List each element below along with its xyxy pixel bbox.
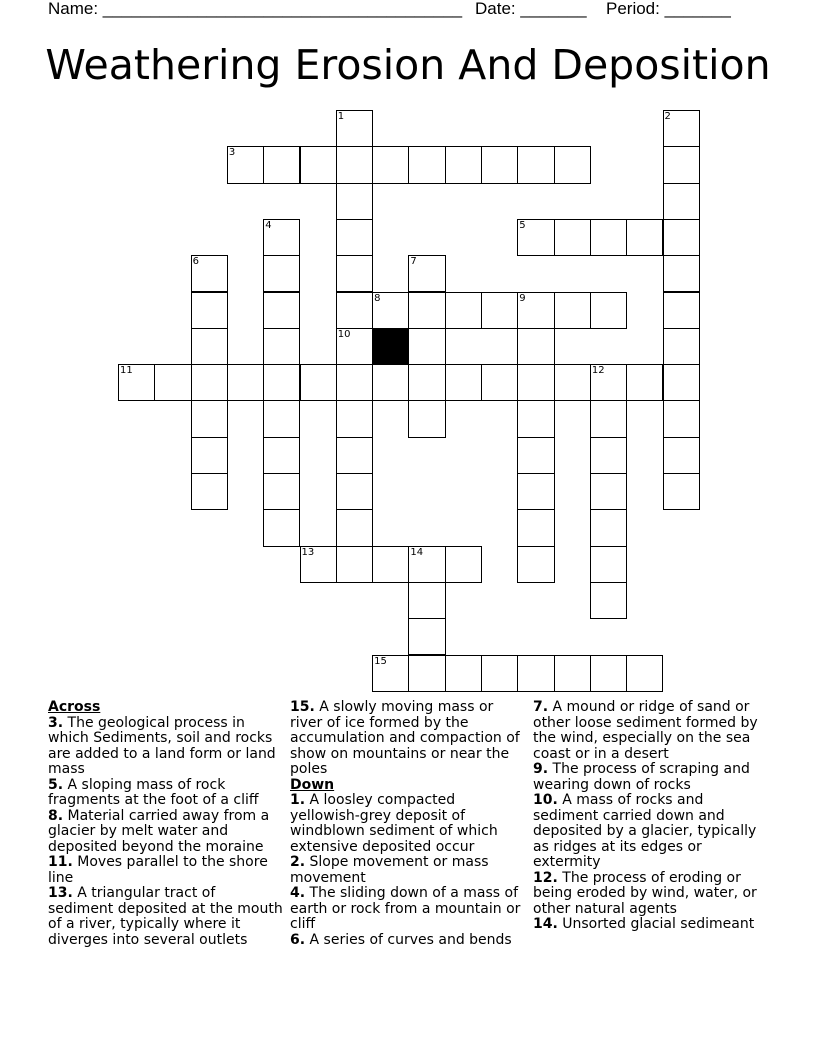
name-field-label[interactable]: Name: ______________________________________ <box>48 0 463 18</box>
grid-cell[interactable] <box>408 400 445 437</box>
clue-down-4: 4. The sliding down of a mass of earth or rock from a mountain or cliff <box>290 885 521 932</box>
grid-cell[interactable] <box>663 219 700 256</box>
grid-cell[interactable] <box>445 364 482 401</box>
grid-cell[interactable] <box>517 146 554 183</box>
date-field-label[interactable]: Date: _______ <box>475 0 587 18</box>
cell-number: 5 <box>519 219 526 231</box>
grid-cell[interactable] <box>336 292 373 329</box>
cell-number: 2 <box>664 111 671 122</box>
grid-cell[interactable] <box>372 292 409 329</box>
clue-across-11: 11. Moves parallel to the shore line <box>48 854 268 886</box>
grid-cell[interactable] <box>263 255 300 292</box>
grid-cell[interactable] <box>408 655 445 692</box>
grid-cell[interactable] <box>263 437 300 474</box>
blocked-cell <box>372 328 409 365</box>
grid-cell[interactable] <box>408 364 445 401</box>
cell-number: 15 <box>374 655 387 667</box>
grid-cell[interactable] <box>517 364 554 401</box>
clue-across-8: 8. Material carried away from a glacier by melt water and deposited beyond the moraine <box>48 807 270 855</box>
grid-cell[interactable] <box>554 146 591 183</box>
grid-cell[interactable] <box>445 292 482 329</box>
grid-cell[interactable] <box>336 255 373 292</box>
cell-number: 10 <box>337 328 351 340</box>
grid-cell[interactable] <box>590 364 627 401</box>
grid-cell[interactable] <box>481 292 518 329</box>
grid-cell[interactable] <box>517 292 554 329</box>
grid-cell[interactable] <box>300 546 337 583</box>
grid-cell[interactable] <box>517 546 554 583</box>
grid-cell[interactable] <box>554 655 591 692</box>
grid-cell[interactable] <box>408 618 445 655</box>
grid-cell[interactable] <box>263 219 300 256</box>
grid-cell[interactable] <box>626 364 663 401</box>
clue-across-3: 3. The geological process in which Sediments, soil and rocks are added to a land form or land mass <box>48 714 276 777</box>
grid-cell[interactable] <box>191 400 228 437</box>
down-heading: Down <box>290 776 335 793</box>
clue-down-6: 6. A series of curves and bends <box>290 931 512 948</box>
grid-cell[interactable] <box>336 473 373 510</box>
grid-cell[interactable] <box>408 146 445 183</box>
grid-cell[interactable] <box>263 146 300 183</box>
grid-cell[interactable] <box>590 473 627 510</box>
clue-column-3 <box>533 700 769 933</box>
grid-cell[interactable] <box>663 437 700 474</box>
grid-cell[interactable] <box>372 655 409 692</box>
grid-cell[interactable] <box>590 509 627 546</box>
grid-cell[interactable] <box>517 400 554 437</box>
grid-cell[interactable] <box>408 255 445 292</box>
grid-cell[interactable] <box>663 146 700 183</box>
clue-down-1: 1. A loosley compacted yellowish-grey deposit of windblown sediment of which extensive deposited occur <box>290 792 498 855</box>
cell-number: 14 <box>410 546 424 558</box>
grid-cell[interactable] <box>191 292 228 329</box>
clue-down-14: 14. Unsorted glacial sedimeant <box>533 916 755 932</box>
grid-cell[interactable] <box>372 146 409 183</box>
grid-cell[interactable] <box>517 328 554 365</box>
cell-number: 6 <box>192 256 199 268</box>
grid-cell[interactable] <box>590 655 627 692</box>
grid-cell[interactable] <box>481 146 518 183</box>
grid-cell[interactable] <box>336 437 373 474</box>
grid-cell[interactable] <box>408 328 445 365</box>
grid-cell[interactable] <box>626 655 663 692</box>
grid-cell[interactable] <box>227 146 264 183</box>
clue-across-13: 13. A triangular tract of sediment deposited at the mouth of a river, typically where it diverges into several outlets <box>48 885 283 948</box>
clue-down-2: 2. Slope movement or mass movement <box>290 854 489 886</box>
grid-cell[interactable] <box>663 110 700 147</box>
grid-cell[interactable] <box>408 292 445 329</box>
grid-cell[interactable] <box>626 219 663 256</box>
grid-cell[interactable] <box>263 400 300 437</box>
period-field-label[interactable]: Period: _______ <box>606 0 731 18</box>
across-heading: Across <box>48 699 101 715</box>
grid-cell[interactable] <box>191 255 228 292</box>
clue-down-7: 7. A mound or ridge of sand or other loose sediment formed by the wind, especially on the sea coast or in a desert <box>533 699 758 762</box>
grid-cell[interactable] <box>336 328 373 365</box>
cell-number: 3 <box>228 147 236 159</box>
grid-cell[interactable] <box>336 509 373 546</box>
grid-cell[interactable] <box>590 546 627 583</box>
grid-cell[interactable] <box>336 364 373 401</box>
grid-cell[interactable] <box>336 546 373 583</box>
grid-cell[interactable] <box>336 110 373 147</box>
grid-cell[interactable] <box>590 437 627 474</box>
clue-column-1 <box>48 700 284 948</box>
cell-number: 9 <box>519 292 526 304</box>
clue-down-9: 9. The process of scraping and wearing down of rocks <box>533 761 750 793</box>
grid-cell[interactable] <box>336 146 373 183</box>
grid-cell[interactable] <box>445 146 482 183</box>
grid-cell[interactable] <box>263 364 300 401</box>
grid-cell[interactable] <box>554 219 591 256</box>
grid-cell[interactable] <box>663 364 700 401</box>
cell-number: 13 <box>301 546 315 558</box>
grid-cell[interactable] <box>263 292 300 329</box>
grid-cell[interactable] <box>191 437 228 474</box>
cell-number: 12 <box>591 365 605 377</box>
grid-cell[interactable] <box>663 400 700 437</box>
grid-cell[interactable] <box>372 364 409 401</box>
grid-cell[interactable] <box>408 546 445 583</box>
grid-cell[interactable] <box>663 255 700 292</box>
grid-cell[interactable] <box>227 364 264 401</box>
grid-cell[interactable] <box>263 473 300 510</box>
grid-cell[interactable] <box>590 219 627 256</box>
grid-cell[interactable] <box>554 292 591 329</box>
grid-cell[interactable] <box>554 364 591 401</box>
grid-cell[interactable] <box>517 219 554 256</box>
cell-number: 11 <box>120 365 133 377</box>
clue-down-10: 10. A mass of rocks and sediment carried down and deposited by a glacier, typically as ridges at its edges or extermity <box>533 792 757 870</box>
cell-number: 4 <box>265 219 272 231</box>
grid-cell[interactable] <box>300 364 337 401</box>
grid-cell[interactable] <box>590 400 627 437</box>
clue-across-5: 5. A sloping mass of rock fragments at the foot of a cliff <box>48 776 259 808</box>
grid-cell[interactable] <box>336 219 373 256</box>
grid-cell[interactable] <box>517 437 554 474</box>
grid-cell[interactable] <box>663 183 700 220</box>
grid-cell[interactable] <box>263 328 300 365</box>
grid-cell[interactable] <box>191 364 228 401</box>
grid-cell[interactable] <box>445 546 482 583</box>
grid-cell[interactable] <box>517 473 554 510</box>
cell-number: 8 <box>374 292 381 304</box>
grid-cell[interactable] <box>191 328 228 365</box>
cell-number: 1 <box>337 111 345 122</box>
grid-cell[interactable] <box>154 364 191 401</box>
grid-cell[interactable] <box>191 473 228 510</box>
grid-cell[interactable] <box>517 655 554 692</box>
clue-across-15: 15. A slowly moving mass or river of ice formed by the accumulation and compaction of show on mountains or near the poles <box>290 699 520 777</box>
grid-cell[interactable] <box>590 582 627 619</box>
grid-cell[interactable] <box>481 364 518 401</box>
puzzle-title: Weathering Erosion And Deposition <box>45 41 771 89</box>
grid-cell[interactable] <box>336 400 373 437</box>
grid-cell[interactable] <box>408 582 445 619</box>
clue-down-12: 12. The process of eroding or being eroded by wind, water, or other natural agents <box>533 869 757 917</box>
grid-cell[interactable] <box>263 509 300 546</box>
grid-cell[interactable] <box>372 546 409 583</box>
grid-cell[interactable] <box>300 146 337 183</box>
grid-cell[interactable] <box>118 364 155 401</box>
grid-cell[interactable] <box>445 655 482 692</box>
clue-column-2 <box>290 700 526 948</box>
grid-cell[interactable] <box>663 473 700 510</box>
grid-cell[interactable] <box>590 292 627 329</box>
grid-cell[interactable] <box>517 509 554 546</box>
grid-cell[interactable] <box>481 655 518 692</box>
grid-cell[interactable] <box>663 328 700 365</box>
grid-cell[interactable] <box>336 183 373 220</box>
grid-cell[interactable] <box>663 292 700 329</box>
cell-number: 7 <box>410 256 417 268</box>
